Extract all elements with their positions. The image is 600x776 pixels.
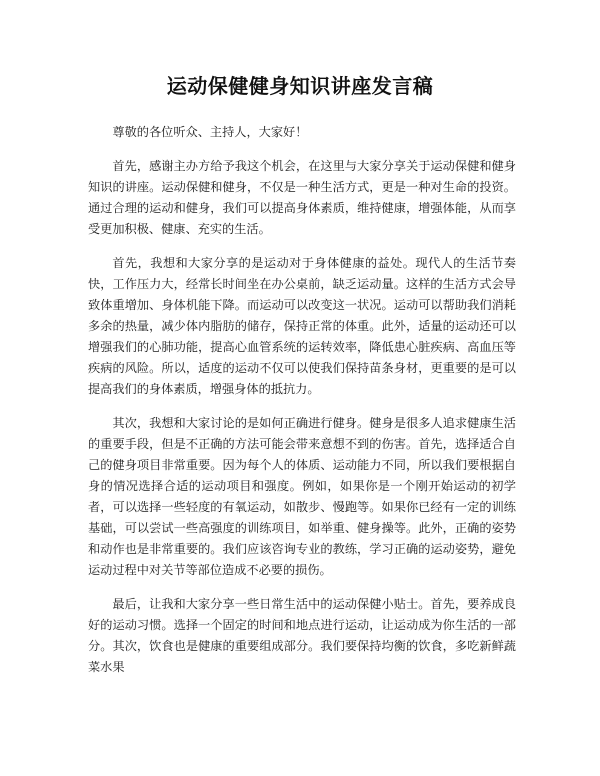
document-title: 运动保健健身知识讲座发言稿 bbox=[166, 74, 434, 98]
paragraph-correct-fitness: 其次，我想和大家讨论的是如何正确进行健身。健身是很多人追求健康生活的重要手段，但是不正确的方法可能会带来意想不到的伤害。首先，选择适合自己的健身项目非常重要。因为每个人的体质、运动能力不同，所以我们要根据自身的情况选择合适的运动项目和强度。例如，如果你是一个刚开始运动的初学者，可以选择一些轻度的有氧运动，如散步、慢跑等。如果你已经有一定的训练基础，可以尝试一些高强度的训练项目，如举重、健身操等。此外，正确的姿势和动作也是非常重要的。我们应该咨询专业的教练，学习正确的运动姿势，避免运动过程中对关节等部位造成不必要的损伤。 bbox=[88, 416, 516, 577]
paragraph-greeting: 尊敬的各位听众、主持人，大家好！ bbox=[112, 125, 308, 139]
paragraph-benefits: 首先，我想和大家分享的是运动对于身体健康的益处。现代人的生活节奏快，工作压力大，经常长时间坐在办公桌前，缺乏运动量。这样的生活方式会导致体重增加、身体机能下降。而运动可以改变这一状况。运动可以帮助我们消耗多余的热量，减少体内脂肪的储存，保持正常的体重。此外，适量的运动还可以增强我们的心肺功能，提高心血管系统的运转效率，降低患心脏疾病、高血压等疾病的风险。所以，适度的运动不仅可以使我们保持苗条身材，更重要的是可以提高我们的身体素质，增强身体的抵抗力。 bbox=[88, 256, 516, 396]
paragraph-daily-tips: 最后，让我和大家分享一些日常生活中的运动保健小贴士。首先，要养成良好的运动习惯。选择一个固定的时间和地点进行运动，让运动成为你生活的一部分。其次，饮食也是健康的重要组成部分。我们要保持均衡的饮食，多吃新鲜蔬菜水果 bbox=[88, 597, 516, 674]
paragraph-intro: 首先，感谢主办方给予我这个机会，在这里与大家分享关于运动保健和健身知识的讲座。运动保健和健身，不仅是一种生活方式，更是一种对生命的投资。通过合理的运动和健身，我们可以提高身体素质，维持健康，增强体能，从而享受更加积极、健康、充实的生活。 bbox=[88, 159, 516, 236]
document-body bbox=[88, 122, 516, 691]
